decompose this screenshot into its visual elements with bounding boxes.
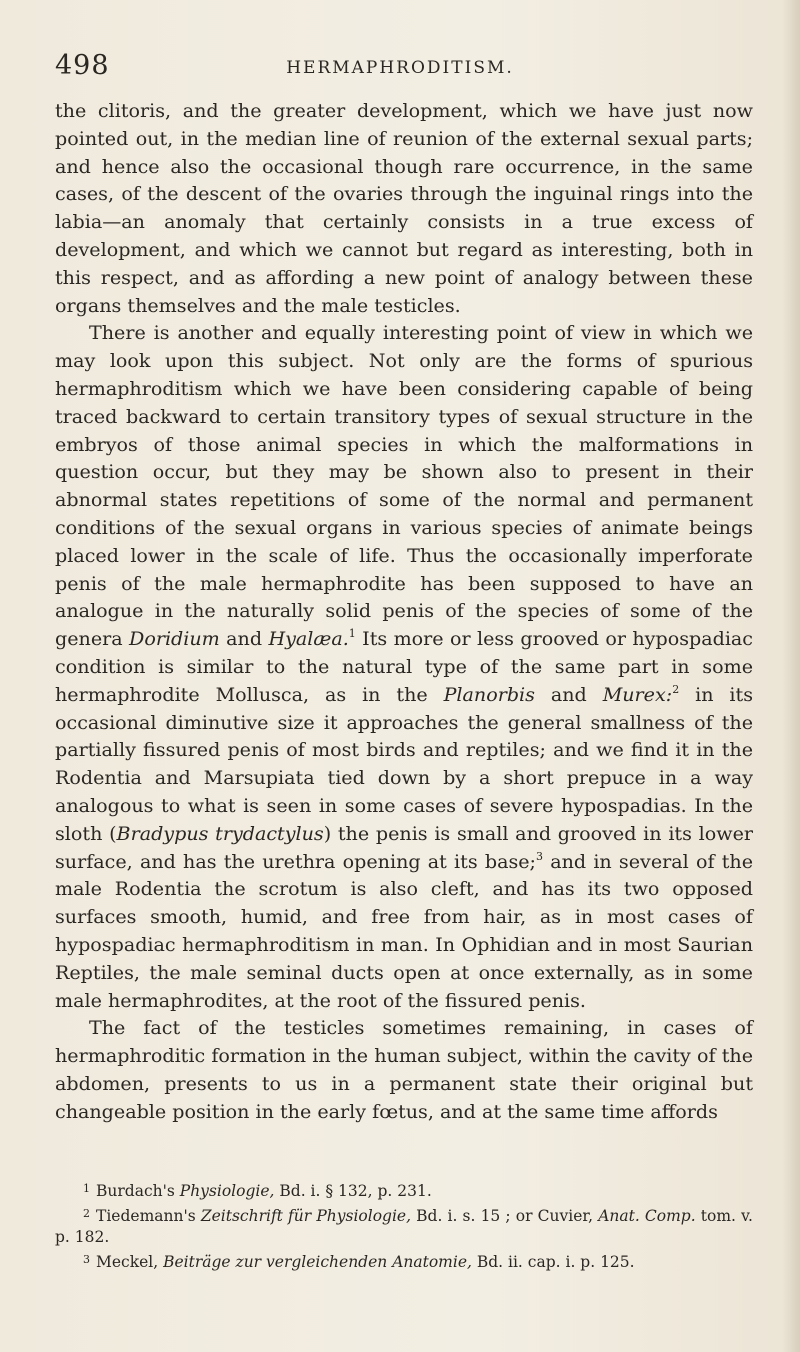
footnote-ref-3[interactable]: 3 xyxy=(536,849,543,863)
paragraph-1: the clitoris, and the greater development, which we have just now pointed out, in the median line of reunion of the external sexual parts; and hence also the occasional though rare occurrence, in the same cases, of the descent of the ovaries through the inguinal rings into the labia—an anomaly that certainly consists in a true excess of development, and which we cannot but regard as interesting, both in this respect, and as affording a new point of analogy between these organs themselves and the male testicles. xyxy=(55,99,753,317)
paragraph-2: There is another and equally interesting point of view in which we may look upon this subject. Not only are the forms of spurious hermaphroditism which we have been considering capable of being traced backward to certain transitory types of sexual structure in the embryos of those animal species in which the malformations in question occur, but they may be shown also to present in their abnormal states repetitions of some of the normal and permanent conditions of the sexual organs in various species of animate beings placed lower in the scale of life. Thus the occasionally imperforate penis of the male hermaphrodite has been supposed to have an analogue in the naturally solid penis of the species of some of the genera Doridium and Hyalæa.$^1$ Its more or less grooved or hypospadiac condition is similar to the natural type of the same part in some hermaphrodite Mollusca, as in the Planorbis and Murex:$^2$ in its occasional diminutive size it approaches the general smallness of the partially fissured penis of most birds and reptiles; and we find it in the Rodentia and Marsupiata tied down by a short prepuce in a way analogous to what is seen in some cases of severe hypospadias. In the sloth (Bradypus trydactylus) the penis is small and grooved in its lower surface, and has the urethra opening at its base;$^3$ and in several of the male Rodentia the scrotum is also cleft, and has its two opposed surfaces smooth, humid, and free from hair, as in most cases of hypospadiac hermaphroditism in man. In Ophidian and in most Saurian Reptiles, the male seminal ducts open at once externally, as in some male hermaphrodites, at the root of the fissured penis. xyxy=(55,321,754,1012)
paragraph-3: The fact of the testicles sometimes remaining, in cases of hermaphroditic formation in the human subject, within the cavity of the abdomen, presents to us in a permanent state their original but changeable position in the early fœtus, and at the same time affords xyxy=(55,1016,753,1123)
page-header xyxy=(55,50,745,90)
page-number: 498 xyxy=(55,50,110,81)
footnote-2: $^2$ Tiedemann's Zeitschrift für Physiologie, Bd. i. s. 15 ; or Cuvier, Anat. Comp. tom. v. p. 182. xyxy=(55,1206,753,1246)
footnote-3: $^3$ Meckel, Beiträge zur vergleichenden Anatomie, Bd. ii. cap. i. p. 125. xyxy=(83,1252,635,1271)
footnote-1: $^1$ Burdach's Physiologie, Bd. i. § 132, p. 231. xyxy=(83,1182,432,1200)
page-edge-shadow xyxy=(782,0,800,1352)
footnote-ref-2[interactable]: 2 xyxy=(672,682,680,696)
running-head: HERMAPHRODITISM. xyxy=(286,58,514,78)
body-text xyxy=(55,97,753,1125)
footnotes xyxy=(55,1178,753,1273)
footnote-ref-1[interactable]: 1 xyxy=(348,627,356,641)
